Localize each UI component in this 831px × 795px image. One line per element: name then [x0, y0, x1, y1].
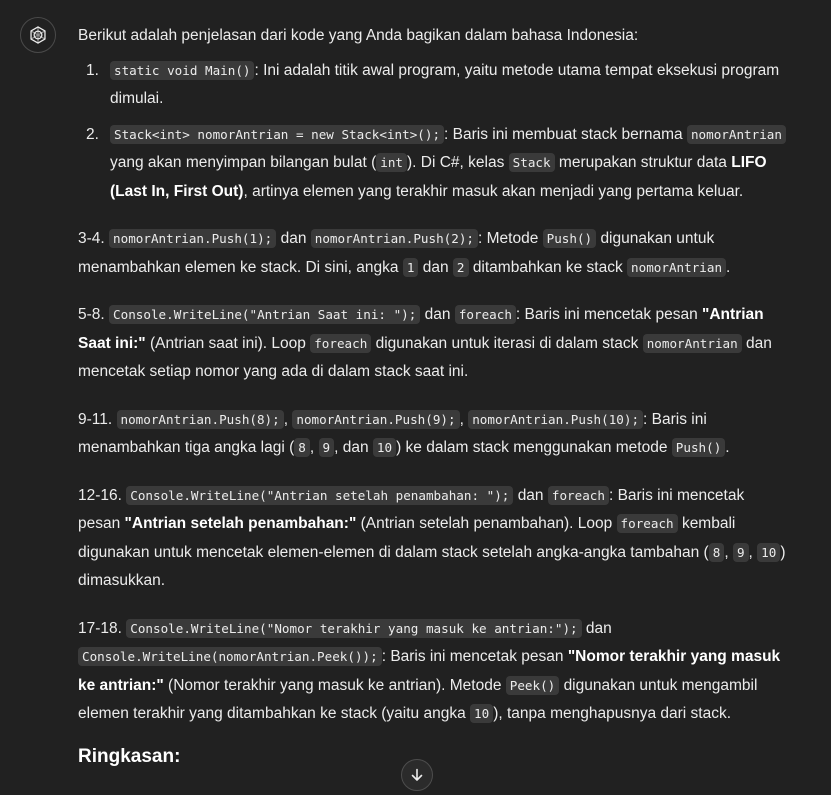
inline-code: 9: [733, 543, 749, 562]
inline-code: int: [376, 153, 407, 172]
intro-text: Berikut adalah penjelasan dari kode yang Anda bagikan dalam bahasa Indonesia:: [78, 27, 639, 44]
inline-code: 9: [319, 438, 335, 457]
assistant-avatar: [20, 17, 56, 53]
list-number: 1.: [86, 61, 99, 79]
inline-code: 8: [294, 438, 310, 457]
inline-code: Console.WriteLine("Antrian setelah penambahan: ");: [126, 486, 513, 505]
paragraph-3-4: [78, 225, 788, 282]
text: ) ke dalam stack menggunakan metode: [396, 439, 668, 456]
list-text: : Ini adalah titik awal program, yaitu metode utama tempat eksekusi program dimulai.: [110, 61, 780, 107]
inline-code: nomorAntrian: [687, 125, 786, 144]
text: digunakan untuk mengambil elemen terakhir yang ditambahkan ke stack (yaitu angka: [78, 676, 758, 722]
text: ditambahkan ke stack: [472, 258, 623, 276]
inline-code: nomorAntrian.Push(10);: [468, 410, 643, 429]
list-text: merupakan struktur data: [558, 154, 727, 171]
text: dan: [424, 306, 451, 323]
paragraph-9-11: [78, 406, 788, 463]
scroll-to-bottom-button[interactable]: [401, 759, 433, 791]
inline-code: foreach: [617, 514, 678, 533]
text: ,: [748, 543, 753, 561]
text: dan: [280, 230, 307, 247]
inline-code: foreach: [548, 486, 609, 505]
inline-code: static void Main(): [110, 61, 254, 80]
inline-code: 1: [403, 258, 419, 277]
text: ,: [309, 439, 315, 456]
list-text: , artinya elemen yang terakhir masuk akan menjadi yang pertama keluar.: [243, 182, 744, 200]
explanation-list: [78, 57, 788, 207]
list-item: [78, 57, 788, 114]
line-label: 3-4.: [78, 230, 105, 247]
inline-code: Push(): [543, 229, 597, 248]
inline-code: Console.WriteLine("Nomor terakhir yang masuk ke antrian:");: [126, 619, 581, 638]
line-label: 12-16.: [78, 486, 122, 504]
inline-code: foreach: [455, 305, 516, 324]
inline-code: nomorAntrian: [643, 334, 742, 353]
text: dan mencetak setiap nomor yang ada di dalam stack saat ini.: [78, 334, 772, 380]
text: : Baris ini mencetak pesan: [515, 306, 698, 323]
bold-text: LIFO (Last In, First Out): [110, 154, 767, 200]
text: kembali digunakan untuk mencetak elemen-elemen di dalam stack setelah angka-angka tambahan (: [78, 515, 736, 561]
bold-text: "Antrian Saat ini:": [78, 306, 764, 352]
text: ) dimasukkan.: [78, 543, 786, 589]
line-label: 5-8.: [78, 306, 105, 323]
inline-code: nomorAntrian.Push(8);: [117, 410, 284, 429]
text: : Baris ini mencetak pesan: [381, 648, 564, 665]
inline-code: 10: [757, 543, 780, 562]
text: dan: [517, 486, 544, 504]
text: dan: [585, 619, 612, 637]
inline-code: foreach: [310, 334, 371, 353]
list-number: 2.: [86, 125, 99, 143]
line-label: 17-18.: [78, 619, 122, 637]
text: dan: [422, 258, 449, 276]
inline-code: nomorAntrian: [627, 258, 726, 277]
text: ,: [459, 410, 464, 428]
inline-code: Console.WriteLine("Antrian Saat ini: ");: [109, 305, 420, 324]
inline-code: Stack<int> nomorAntrian = new Stack<int>();: [110, 125, 444, 144]
text: ), tanpa menghapusnya dari stack.: [493, 705, 732, 722]
list-text: : Baris ini membuat stack bernama: [444, 125, 683, 143]
text: : Baris ini mencetak pesan: [78, 486, 745, 532]
list-text: ). Di C#, kelas: [407, 154, 505, 171]
inline-code: 8: [709, 543, 725, 562]
text: ,: [724, 543, 729, 561]
paragraph-12-16: [78, 482, 788, 596]
inline-code: nomorAntrian.Push(2);: [311, 229, 478, 248]
bold-text: "Nomor terakhir yang masuk ke antrian:": [78, 648, 781, 694]
text: (Antrian saat ini). Loop: [149, 334, 306, 352]
arrow-down-icon: [409, 767, 425, 783]
text: digunakan untuk iterasi di dalam stack: [375, 334, 639, 352]
text: (Nomor terakhir yang masuk ke antrian). Metode: [168, 676, 502, 694]
inline-code: 2: [453, 258, 469, 277]
inline-code: nomorAntrian.Push(1);: [109, 229, 276, 248]
inline-code: nomorAntrian.Push(9);: [292, 410, 459, 429]
summary-heading: Ringkasan:: [78, 745, 181, 767]
bold-text: "Antrian setelah penambahan:": [124, 515, 357, 532]
paragraph-17-18: [78, 615, 788, 729]
list-text: yang akan menyimpan bilangan bulat (: [110, 154, 377, 171]
inline-code: Peek(): [506, 676, 560, 695]
inline-code: Push(): [672, 438, 726, 457]
text: digunakan untuk menambahkan elemen ke stack. Di sini, angka: [78, 230, 715, 276]
text: : Metode: [478, 230, 539, 247]
text: .: [725, 439, 730, 456]
assistant-message: [78, 22, 788, 771]
text: ,: [283, 410, 289, 428]
inline-code: Console.WriteLine(nomorAntrian.Peek());: [78, 647, 382, 666]
text: , dan: [334, 439, 369, 456]
inline-code: 10: [470, 704, 493, 723]
list-item: [78, 121, 788, 207]
inline-code: 10: [373, 438, 396, 457]
paragraph-5-8: [78, 301, 788, 387]
openai-logo-icon: [27, 24, 49, 46]
text: : Baris ini menambahkan tiga angka lagi (: [78, 410, 707, 456]
text: (Antrian setelah penambahan). Loop: [360, 515, 613, 532]
line-label: 9-11.: [78, 410, 113, 428]
inline-code: Stack: [509, 153, 555, 172]
text: .: [726, 258, 731, 276]
